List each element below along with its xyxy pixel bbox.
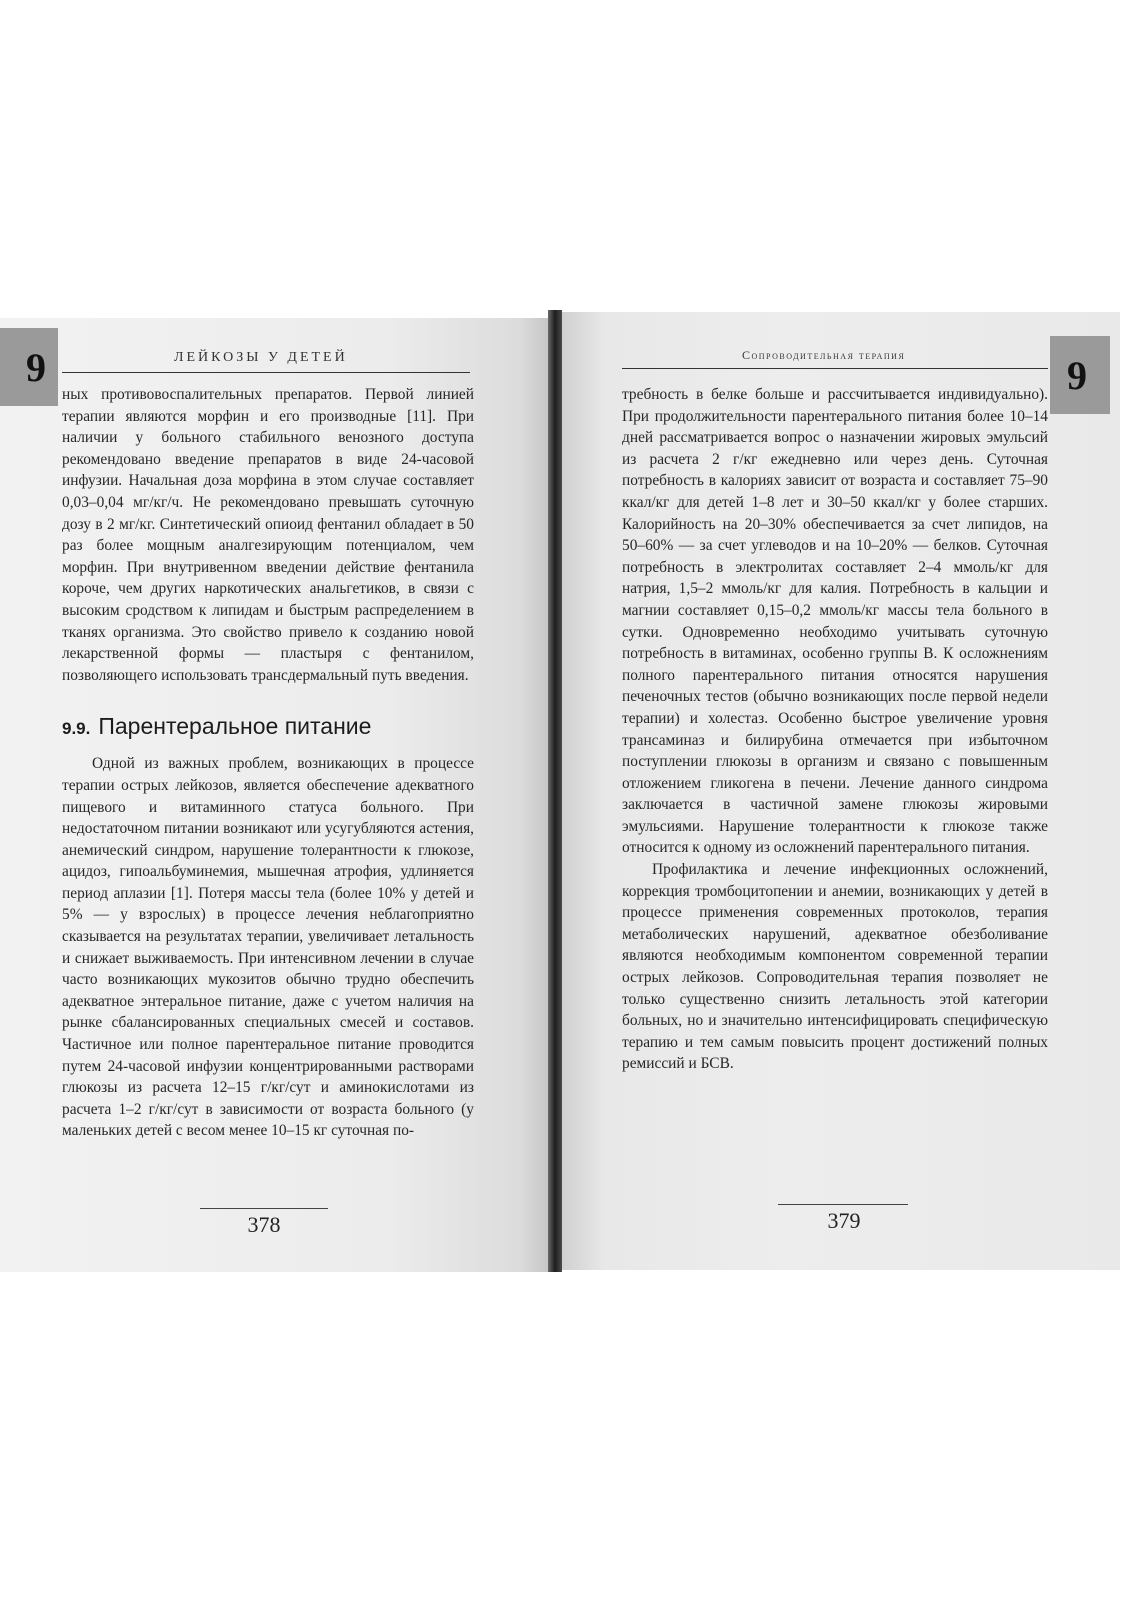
chapter-tab-right: 9: [1050, 336, 1110, 414]
folio-rule-left: [200, 1208, 328, 1209]
header-rule-left: [62, 372, 470, 373]
header-rule-right: [622, 368, 1048, 369]
running-head-left: ЛЕЙКОЗЫ У ДЕТЕЙ: [174, 350, 348, 365]
section-title: Парентеральное питание: [98, 713, 372, 740]
folio-rule-right: [778, 1204, 908, 1205]
right-page-text: [622, 384, 1048, 1075]
section-number: 9.9.: [62, 719, 91, 739]
paragraph: Одной из важных проблем, возникающих в процессе терапии острых лейкозов, является обеспечение адекватного пищевого и витаминного статуса больного. При недостаточном питании возникают или усугубляются астения, анемический синдром, нарушение толерантности к глюкозе, ацидоз, гипоальбуминемия, мышечная атрофия, удлиняется период аплазии [1]. Потеря массы тела (более 10% у детей и 5% — у взрослых) в процессе лечения неблагоприятно сказывается на результатах терапии, увеличивает летальность и снижает выживаемость. При интенсивном лечении в случае часто возникающих мукозитов обычно трудно обеспечить адекватное энтеральное питание, даже с учетом наличия на рынке сбалансированных специальных смесей и составов. Частичное или полное парентеральное питание проводится путем 24-часовой инфузии концентрированными растворами глюкозы из расчета 12–15 г/кг/сут и аминокислотами из расчета 1–2 г/кг/сут в зависимости от возраста больного (у маленьких детей с весом менее 10–15 кг суточная по-: [62, 755, 474, 1140]
chapter-tab-left: 9: [0, 328, 58, 406]
paragraph: требность в белке больше и рассчитывается индивидуально). При продолжительности парентерального питания более 10–14 дней рассматривается вопрос о назначении жировых эмульсий из расчета 2 г/кг ежедневно или через день. Суточная потребность в калориях зависит от возраста и составляет 75–90 ккал/кг для детей 1–8 лет и 30–50 ккал/кг у более старших. Калорийность на 20–30% обеспечивается за счет липидов, на 50–60% — за счет углеводов и на 10–20% — белков. Суточная потребность в электролитах составляет 2–4 ммоль/кг для натрия, 1,5–2 ммоль/кг для калия. Потребность в кальции и магнии составляет 0,15–0,2 ммоль/кг массы тела больного в сутки. Одновременно необходимо учитывать суточную потребность в витаминах, особенно группы B. К осложнениям полного парентерального питания относятся нарушения печеночных тестов (обычно возникающих после первой недели терапии) и холестаз. Особенно быстрое увеличение уровня трансаминаз и билирубина отмечается при избыточном поступлении глюкозы в организм и связано с повышенным отложением гликогена в печени. Лечение данного синдрома заключается в частичной замене глюкозы жировыми эмульсиями. Нарушение толерантности к глюкозе также относится к одному из осложнений парентерального питания.: [622, 386, 1048, 857]
page-number-left: 378: [247, 1212, 281, 1237]
page-number-right: 379: [827, 1208, 861, 1233]
left-page-text: [62, 384, 474, 1142]
book-spread: [0, 310, 1132, 1272]
running-head-right: Сопроводительная терапия: [742, 348, 906, 362]
book-gutter: [548, 310, 562, 1272]
paragraph: ных противовоспалительных препаратов. Первой линией терапии являются морфин и его производные [11]. При наличии у больного стабильного венозного доступа рекомендовано введение препаратов в виде 24-часовой инфузии. Начальная доза морфина в этом случае составляет 0,03–0,04 мг/кг/ч. Не рекомендовано превышать суточную дозу в 2 мг/кг. Синтетический опиоид фентанил обладает в 50 раз более мощным аналгезирующим потенциалом, чем морфин. При внутривенном введении действие фентанила короче, чем других наркотических анальгетиков, в связи с высоким сродством к липидам и быстрым распределением в тканях организма. Это свойство привело к созданию новой лекарственной формы — пластыря с фентанилом, позволяющего использовать трансдермальный путь введения.: [62, 386, 474, 684]
section-heading: [62, 712, 474, 743]
paragraph: Профилактика и лечение инфекционных осложнений, коррекция тромбоцитопении и анемии, возникающих у детей в процессе применения современных протоколов, терапия метаболических нарушений, адекватное обезболивание являются необходимым компонентом современной терапии острых лейкозов. Сопроводительная терапия позволяет не только существенно снизить летальность этой категории больных, но и значительно интенсифицировать специфическую терапию и тем самым повысить процент достижений полных ремиссий и БСВ.: [622, 861, 1048, 1073]
